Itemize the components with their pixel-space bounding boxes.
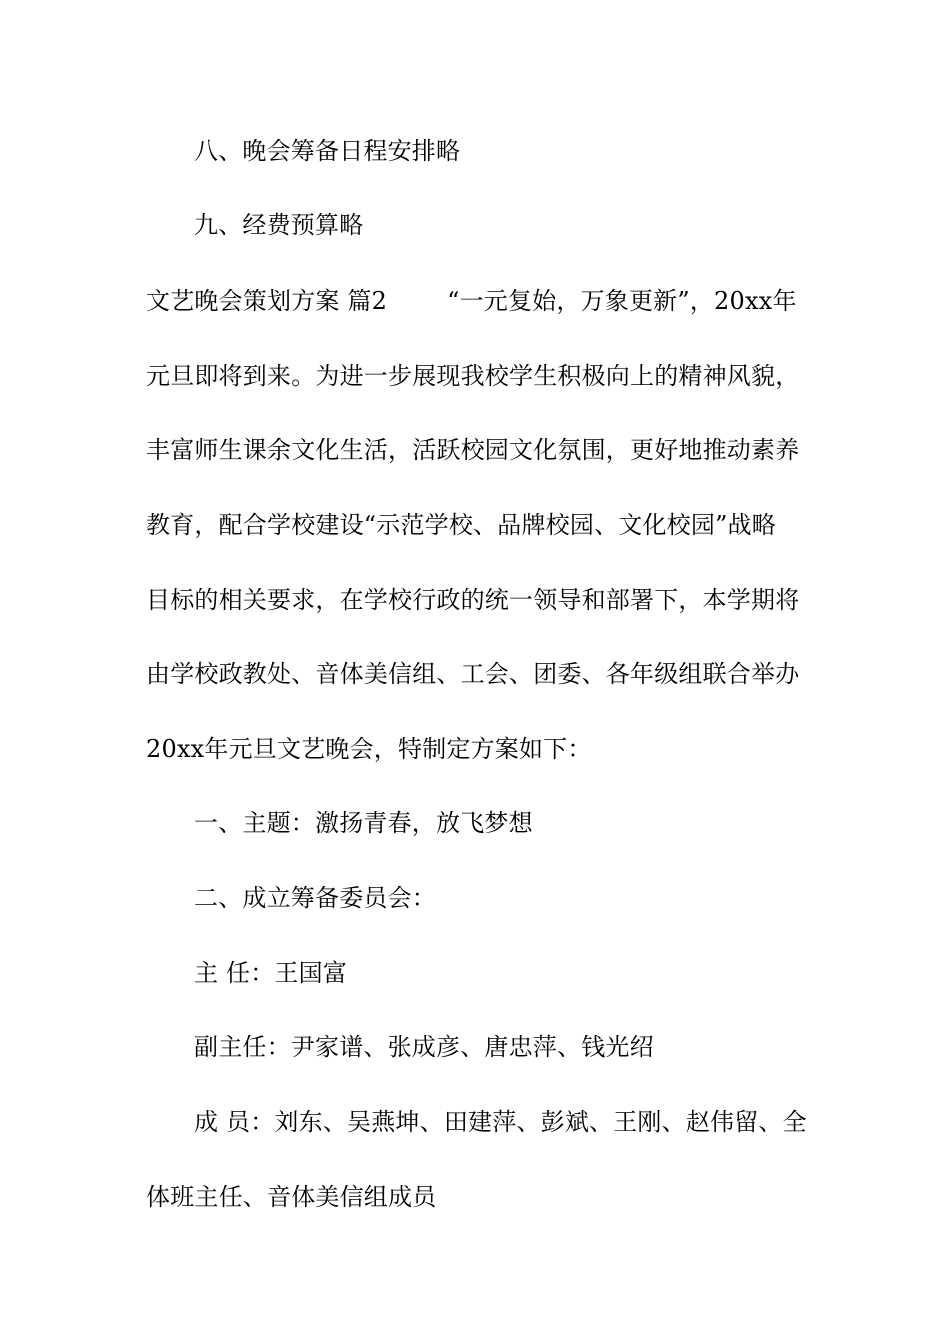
text-line-members-cont: 体班主任、音体美信组成员 (146, 1183, 437, 1211)
text-line-paragraph-1: 元旦即将到来。为进一步展现我校学生积极向上的精神风貌， (146, 362, 800, 390)
text-line-paragraph-6: 20xx年元旦文艺晚会，特制定方案如下： (146, 735, 592, 763)
text-line-director: 主 任：王国富 (194, 959, 348, 987)
text-line-section-9: 九、经费预算略 (194, 211, 364, 239)
text-line-committee: 二、成立筹备委员会： (194, 884, 436, 912)
text-line-theme: 一、主题：激扬青春，放飞梦想 (194, 809, 533, 837)
text-line-heading-row (146, 286, 810, 316)
text-line-paragraph-4: 目标的相关要求，在学校行政的统一领导和部署下，本学期将 (146, 586, 800, 614)
text-line-members: 成 员：刘东、吴燕坤、田建萍、彭斌、王刚、赵伟留、全 (194, 1108, 807, 1136)
text-line-paragraph-2: 丰富师生课余文化生活，活跃校园文化氛围，更好地推动素养 (146, 436, 800, 464)
text-line-section-8: 八、晚会筹备日程安排略 (194, 137, 461, 165)
text-line-paragraph-3: 教育，配合学校建设“示范学校、品牌校园、文化校园”战略 (146, 511, 776, 539)
chapter-heading: 文艺晚会策划方案 篇2 (146, 287, 388, 315)
text-line-paragraph-5: 由学校政教处、音体美信组、工会、团委、各年级组联合举办 (146, 660, 800, 688)
opening-quote: “一元复始，万象更新”，20xx年 (447, 287, 797, 315)
text-line-deputy-director: 副主任：尹家谱、张成彦、唐忠萍、钱光绍 (194, 1033, 654, 1061)
